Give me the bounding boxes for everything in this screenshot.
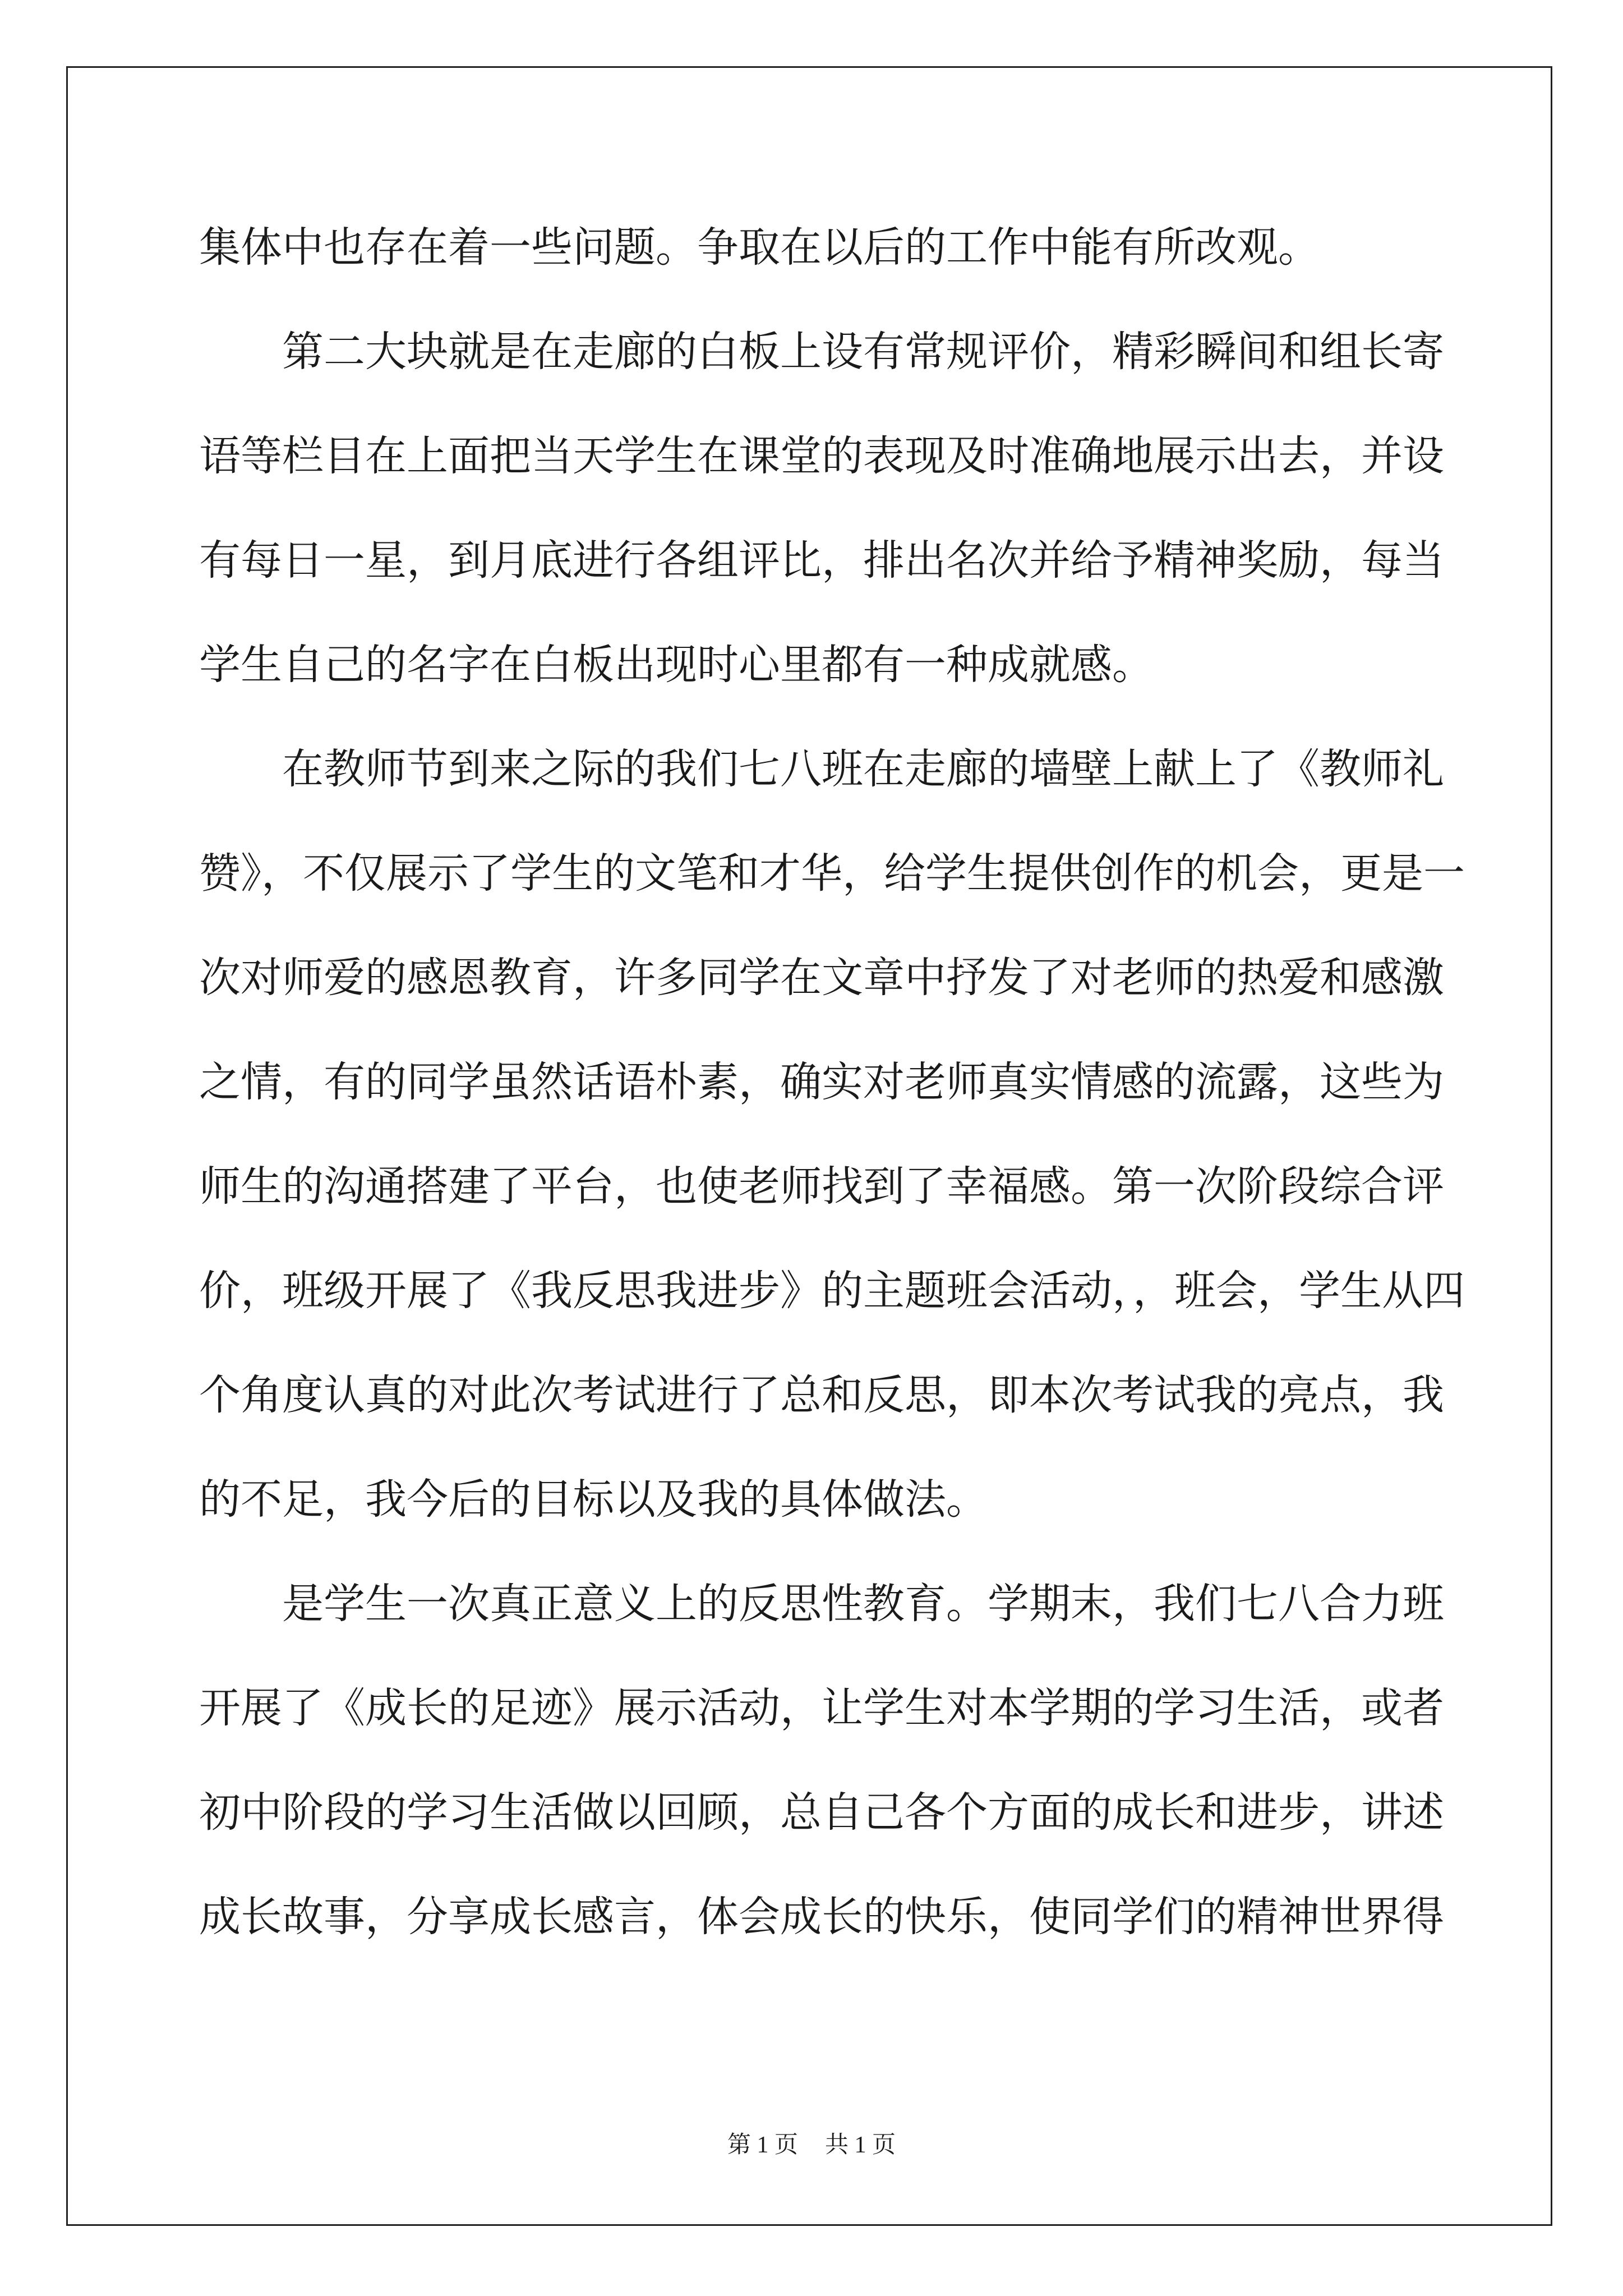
paragraph-line: 是学生一次真正意义上的反思性教育。学期末，我们七八合力班	[282, 1580, 1444, 1628]
page-footer	[0, 2126, 1623, 2160]
page-number-label: 第 1 页	[727, 2132, 798, 2158]
paragraph-line: 集体中也存在着一些问题。争取在以后的工作中能有所改观。	[199, 223, 1320, 272]
paragraph-line: 赞》，不仅展示了学生的文笔和才华，给学生提供创作的机会，更是一	[199, 849, 1465, 898]
paragraph-line: 个角度认真的对此次考试进行了总和反思，即本次考试我的亮点，我	[199, 1371, 1444, 1419]
paragraph-line: 成长故事，分享成长感言，体会成长的快乐，使同学们的精神世界得	[199, 1893, 1444, 1941]
paragraph-line: 的不足，我今后的目标以及我的具体做法。	[199, 1475, 988, 1524]
paragraph-line: 第二大块就是在走廊的白板上设有常规评价，精彩瞬间和组长寄	[282, 328, 1444, 376]
paragraph-line: 初中阶段的学习生活做以回顾，总自己各个方面的成长和进步，讲述	[199, 1788, 1444, 1837]
paragraph-line: 价，班级开展了《我反思我进步》的主题班会活动，，班会，学生从四	[199, 1267, 1465, 1315]
paragraph-line: 次对师爱的感恩教育，许多同学在文章中抒发了对老师的热爱和感激	[199, 954, 1444, 1002]
document-body	[199, 195, 1465, 1969]
paragraph-line: 在教师节到来之际的我们七八班在走廊的墙壁上献上了《教师礼	[282, 745, 1444, 793]
paragraph-line: 语等栏目在上面把当天学生在课堂的表现及时准确地展示出去，并设	[199, 432, 1444, 480]
paragraph-line: 师生的沟通搭建了平台，也使老师找到了幸福感。第一次阶段综合评	[199, 1162, 1444, 1211]
paragraph-line: 开展了《成长的足迹》展示活动，让学生对本学期的学习生活，或者	[199, 1684, 1444, 1732]
paragraph-line: 学生自己的名字在白板出现时心里都有一种成就感。	[199, 641, 1154, 689]
paragraph-line: 之情，有的同学虽然话语朴素，确实对老师真实情感的流露，这些为	[199, 1058, 1444, 1106]
paragraph-line: 有每日一星，到月底进行各组评比，排出名次并给予精神奖励，每当	[199, 536, 1444, 585]
page-total-label: 共 1 页	[825, 2132, 896, 2158]
